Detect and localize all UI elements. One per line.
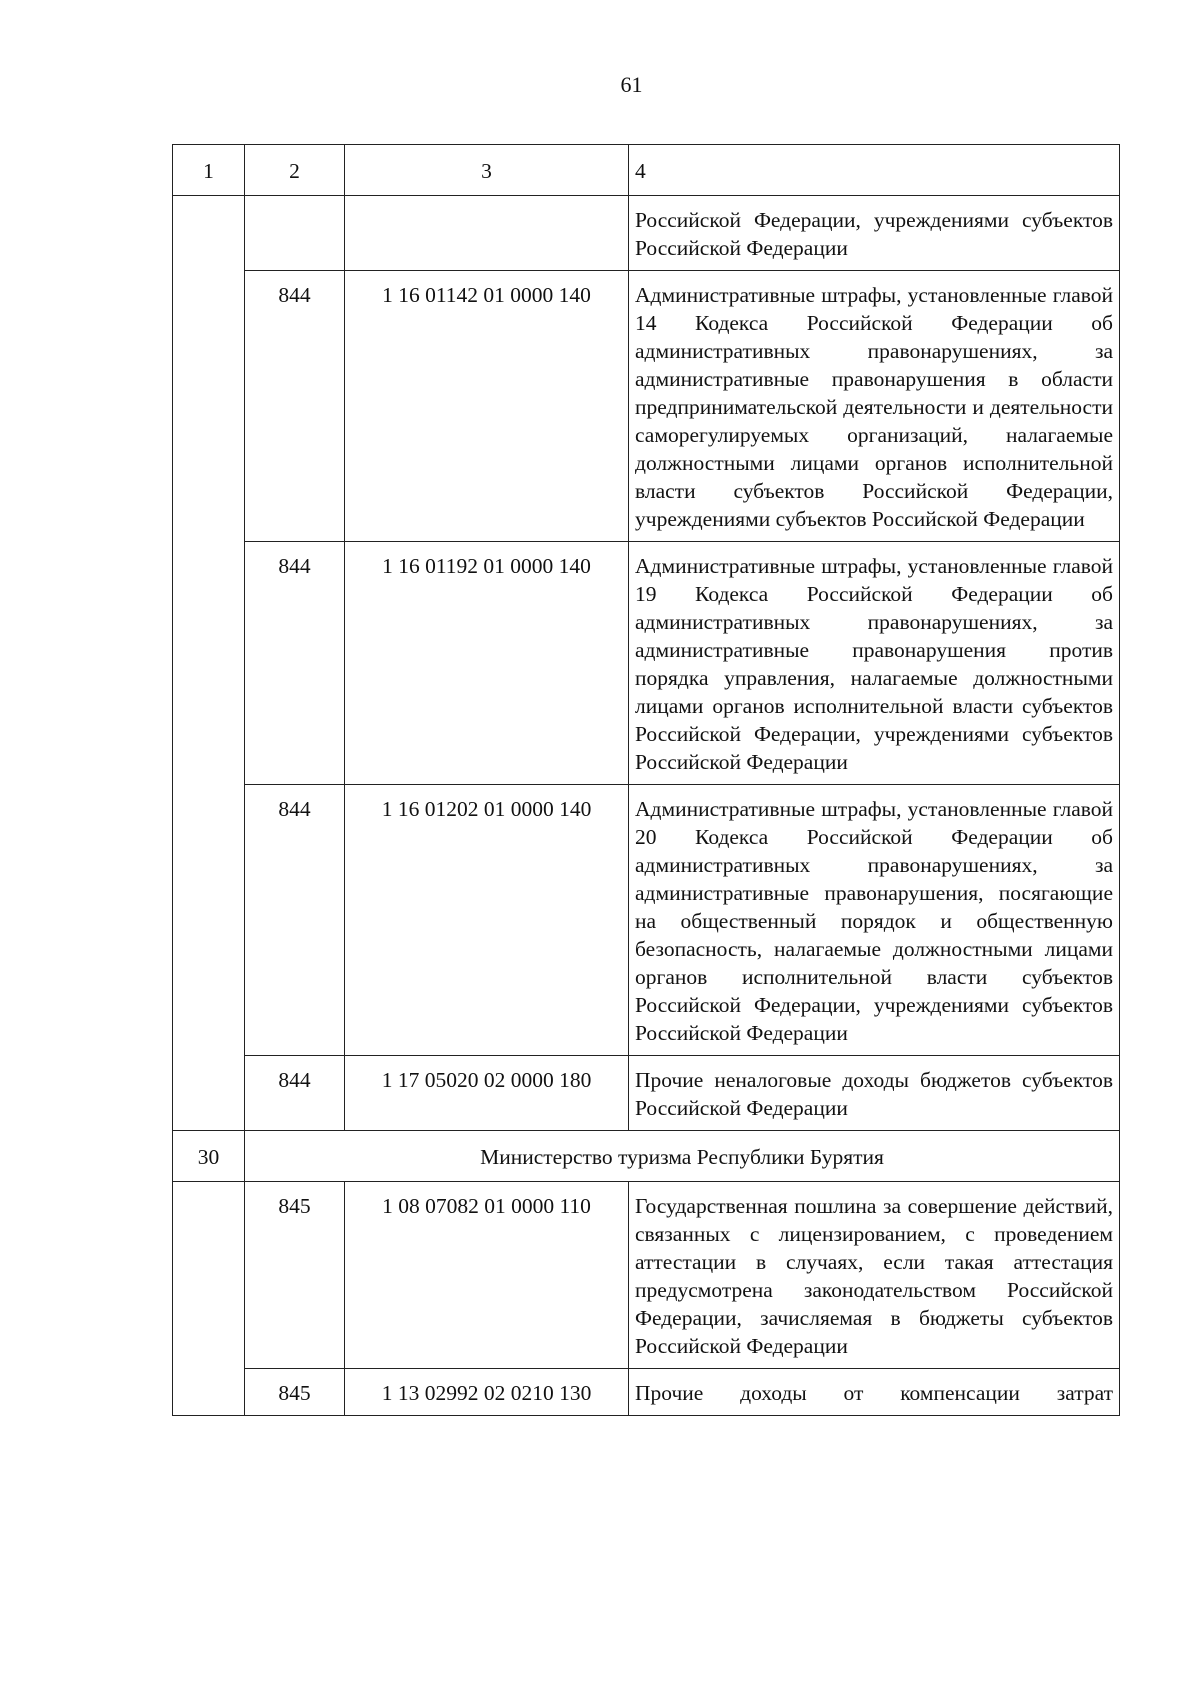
row-number-cell: [173, 1182, 245, 1416]
budget-revenue-table: [172, 144, 1120, 1416]
admin-code-cell: 845: [245, 1369, 345, 1416]
description-cell: Административные штрафы, установленные главой 14 Кодекса Российской Федерации об административных правонарушениях, за административные правонарушения в области предпринимательской деятельности и деятельности саморегулируемых организаций, налагаемые должностными лицами органов исполнительной власти субъектов Российской Федерации, учреждениями субъектов Российской Федерации: [629, 271, 1120, 542]
budget-code-cell: 1 17 05020 02 0000 180: [345, 1056, 629, 1131]
header-row: [173, 145, 1120, 196]
header-col-2: 2: [245, 145, 345, 196]
budget-code-cell: 1 16 01202 01 0000 140: [345, 785, 629, 1056]
table-row: [173, 1182, 1120, 1369]
admin-code-cell: 844: [245, 271, 345, 542]
admin-code-cell: 844: [245, 785, 345, 1056]
header-col-1: 1: [173, 145, 245, 196]
ministry-name-cell: Министерство туризма Республики Бурятия: [245, 1131, 1120, 1182]
description-cell: Государственная пошлина за совершение действий, связанных с лицензированием, с проведением аттестации в случаях, если такая аттестация предусмотрена законодательством Российской Федерации, зачисляемая в бюджеты субъектов Российской Федерации: [629, 1182, 1120, 1369]
budget-code-cell: 1 08 07082 01 0000 110: [345, 1182, 629, 1369]
budget-code-cell: [345, 196, 629, 271]
budget-code-cell: 1 16 01142 01 0000 140: [345, 271, 629, 542]
table-row: [173, 785, 1120, 1056]
table-row: [173, 1369, 1120, 1416]
description-cell: Прочие неналоговые доходы бюджетов субъектов Российской Федерации: [629, 1056, 1120, 1131]
header-col-4: 4: [629, 145, 1120, 196]
admin-code-cell: [245, 196, 345, 271]
page-number: 61: [620, 72, 643, 97]
ministry-row: [173, 1131, 1120, 1182]
header-col-3: 3: [345, 145, 629, 196]
description-cell: Прочие доходы от компенсации затрат: [629, 1369, 1120, 1416]
admin-code-cell: 844: [245, 1056, 345, 1131]
budget-code-cell: 1 13 02992 02 0210 130: [345, 1369, 629, 1416]
table-row: [173, 542, 1120, 785]
description-cell: Административные штрафы, установленные главой 20 Кодекса Российской Федерации об административных правонарушениях, за административные правонарушения, посягающие на общественный порядок и общественную безопасность, налагаемые должностными лицами органов исполнительной власти субъектов Российской Федерации, учреждениями субъектов Российской Федерации: [629, 785, 1120, 1056]
description-cell: Российской Федерации, учреждениями субъектов Российской Федерации: [629, 196, 1120, 271]
table-row: [173, 196, 1120, 271]
row-number-cell: [173, 196, 245, 1131]
description-cell: Административные штрафы, установленные главой 19 Кодекса Российской Федерации об административных правонарушениях, за административные правонарушения против порядка управления, налагаемые должностными лицами органов исполнительной власти субъектов Российской Федерации, учреждениями субъектов Российской Федерации: [629, 542, 1120, 785]
ministry-number-cell: 30: [173, 1131, 245, 1182]
table-row: [173, 1056, 1120, 1131]
admin-code-cell: 845: [245, 1182, 345, 1369]
budget-code-cell: 1 16 01192 01 0000 140: [345, 542, 629, 785]
admin-code-cell: 844: [245, 542, 345, 785]
table-row: [173, 271, 1120, 542]
